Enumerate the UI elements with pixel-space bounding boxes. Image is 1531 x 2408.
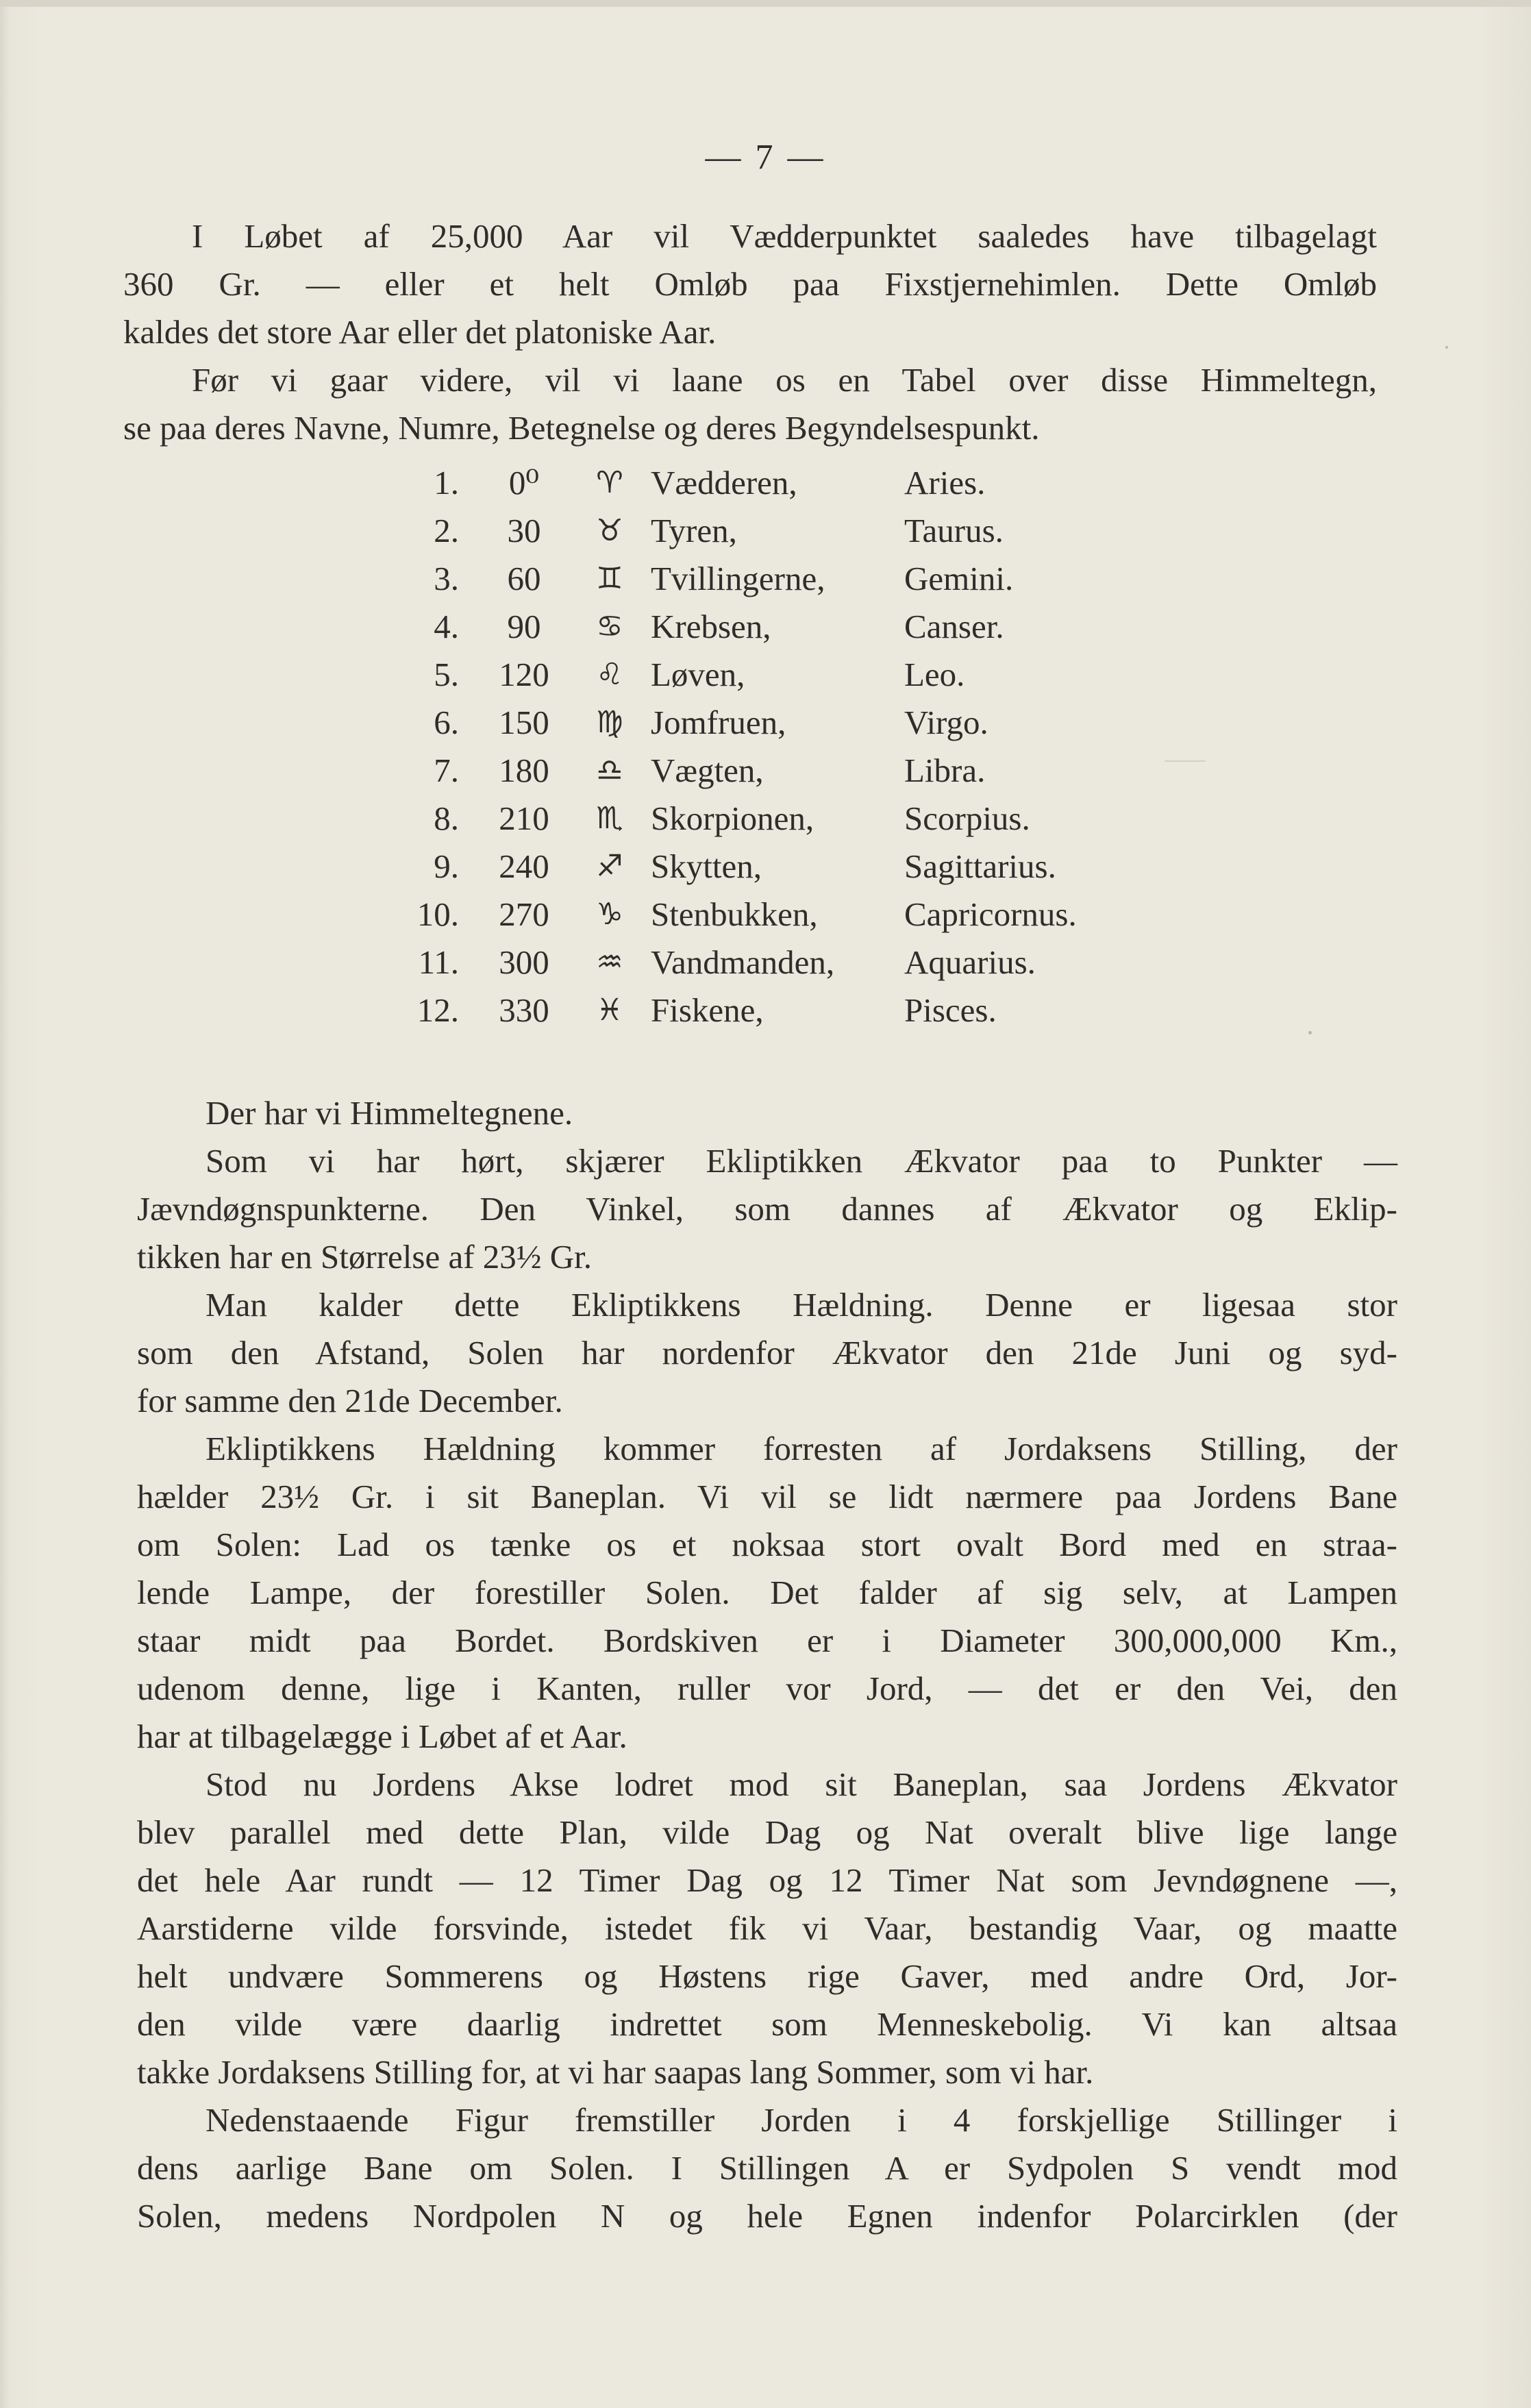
page-top-edge [0,0,1531,7]
sign-name-latin: Libra. [904,752,986,789]
sign-degree: 240 [499,847,549,885]
table-intro-paragraph [123,356,1377,452]
sign-name-norwegian: Vægten, [651,752,764,789]
zodiac-row [384,699,1123,747]
sign-number: 6. [434,704,459,741]
zodiac-symbol-icon: ♋ [596,609,623,644]
sign-number: 12. [416,991,459,1029]
page-number: — 7 — [705,138,826,177]
text-line: I Løbet af 25,000 Aar vil Vædderpunktet saaledes have tilbagelagt [192,217,1377,255]
text-line: helt undvære Sommerens og Høstens rige Gaver, med andre Ord, Jor- [137,1957,1397,1995]
text-line: har at tilbagelægge i Løbet af et Aar. [137,1717,627,1755]
sign-degree: 30 [507,512,541,549]
sign-name-latin: Gemini. [904,560,1014,597]
sign-name-latin: Virgo. [904,704,988,741]
text-line: den vilde være daarlig indrettet som Menneskebolig. Vi kan altsaa [137,2005,1397,2043]
sign-degree: 270 [499,895,549,933]
text-line: 360 Gr. — eller et helt Omløb paa Fixstjernehimlen. Dette Omløb [123,265,1377,303]
zodiac-row [384,651,1123,699]
text-line: Før vi gaar videre, vil vi laane os en Tabel over disse Himmeltegn, [192,361,1377,399]
sign-name-norwegian: Vandmanden, [651,943,835,981]
sign-name-norwegian: Skytten, [651,847,762,885]
text-line: kaldes det store Aar eller det platoniske Aar. [123,313,717,351]
body-text [137,1089,1397,2240]
zodiac-symbol-icon: ♎ [596,753,623,788]
sign-name-latin: Capricornus. [904,895,1077,933]
text-line: om Solen: Lad os tænke os et noksaa stort ovalt Bord med en straa- [137,1526,1397,1563]
sign-name-latin: Taurus. [904,512,1004,549]
zodiac-symbol-icon: ♒ [596,945,623,980]
text-line: det hele Aar rundt — 12 Timer Dag og 12 Timer Nat som Jevndøgnene —, [137,1861,1397,1899]
sign-name-norwegian: Skorpionen, [651,799,814,837]
text-line: Aarstiderne vilde forsvinde, istedet fik vi Vaar, bestandig Vaar, og maatte [137,1909,1397,1947]
zodiac-symbol-icon: ♑ [596,897,623,932]
sign-number: 2. [434,512,459,549]
zodiac-row [384,459,1123,507]
sign-name-norwegian: Stenbukken, [651,895,818,933]
sign-name-norwegian: Løven, [651,656,745,693]
text-line: Nedenstaaende Figur fremstiller Jorden i 4 forskjellige Stillinger i [206,2101,1397,2139]
sign-number: 10. [416,895,459,933]
sign-number: 3. [434,560,459,597]
zodiac-symbol-icon: ♐ [596,849,623,884]
text-line: Solen, medens Nordpolen N og hele Egnen indenfor Polarcirklen (der [137,2197,1397,2235]
zodiac-symbol-icon: ♓ [596,993,623,1028]
sign-number: 7. [434,752,459,789]
sign-name-latin: Sagittarius. [904,847,1056,885]
sign-name-norwegian: Vædderen, [651,464,797,501]
zodiac-row [384,795,1123,843]
text-line: lende Lampe, der forestiller Solen. Det falder af sig selv, at Lampen [137,1574,1397,1611]
sign-name-latin: Aries. [904,464,986,501]
zodiac-row [384,939,1123,986]
text-line: Jævndøgnspunkterne. Den Vinkel, som dannes af Ækvator og Eklip- [137,1190,1397,1228]
sign-name-norwegian: Tyren, [651,512,737,549]
sign-name-latin: Leo. [904,656,965,693]
intro-paragraph [123,212,1377,356]
sign-degree: 90 [507,608,541,645]
paper-speck [1308,1031,1312,1034]
zodiac-row [384,843,1123,891]
text-line: Stod nu Jordens Akse lodret mod sit Baneplan, saa Jordens Ækvator [206,1765,1397,1803]
zodiac-row [384,603,1123,651]
sign-degree: 300 [499,943,549,981]
sign-number: 1. [434,464,459,501]
zodiac-symbol-icon: ♌ [596,657,623,692]
sign-degree: 60 [507,560,541,597]
zodiac-symbol-icon: ♈ [596,465,623,500]
sign-degree: 330 [499,991,549,1029]
zodiac-symbol-icon: ♉ [596,513,623,548]
zodiac-row [384,986,1123,1034]
sign-name-latin: Pisces. [904,991,997,1029]
sign-number: 9. [434,847,459,885]
sign-degree: 150 [499,704,549,741]
sign-name-norwegian: Krebsen, [651,608,771,645]
zodiac-symbol-icon: ♏ [596,801,623,836]
sign-name-latin: Aquarius. [904,943,1036,981]
text-line: hælder 23½ Gr. i sit Baneplan. Vi vil se lidt nærmere paa Jordens Bane [137,1478,1397,1515]
zodiac-row [384,555,1123,603]
sign-degree: 180 [499,752,549,789]
zodiac-symbol-icon: ♊ [596,561,623,596]
text-line: staar midt paa Bordet. Bordskiven er i Diameter 300,000,000 Km., [137,1622,1397,1659]
paper-speck [1445,346,1448,349]
text-line: takke Jordaksens Stilling for, at vi har saapas lang Sommer, som vi har. [137,2053,1094,2091]
sign-number: 4. [434,608,459,645]
sign-name-norwegian: Fiskene, [651,991,764,1029]
sign-name-norwegian: Jomfruen, [651,704,786,741]
text-line: udenom denne, lige i Kanten, ruller vor Jord, — det er den Vei, den [137,1670,1397,1707]
zodiac-symbol-icon: ♍ [596,705,623,740]
sign-name-latin: Scorpius. [904,799,1030,837]
text-line: dens aarlige Bane om Solen. I Stillingen A er Sydpolen S vendt mod [137,2149,1397,2187]
sign-degree: 120 [499,656,549,693]
zodiac-table [384,459,1123,1034]
text-line: blev parallel med dette Plan, vilde Dag og Nat overalt blive lige lange [137,1813,1397,1851]
sign-number: 8. [434,799,459,837]
sign-degree: 0⁰ [508,464,540,501]
text-line: som den Afstand, Solen har nordenfor Ækvator den 21de Juni og syd- [137,1334,1397,1371]
text-line: Ekliptikkens Hældning kommer forresten af Jordaksens Stilling, der [206,1430,1397,1467]
sign-name-norwegian: Tvillingerne, [651,560,825,597]
zodiac-row [384,747,1123,795]
zodiac-row [384,891,1123,939]
text-line: Man kalder dette Ekliptikkens Hældning. Denne er ligesaa stor [206,1286,1397,1324]
sign-degree: 210 [499,799,549,837]
text-line: se paa deres Navne, Numre, Betegnelse og deres Begyndelsespunkt. [123,409,1040,447]
text-line: Som vi har hørt, skjærer Ekliptikken Ækvator paa to Punkter — [206,1142,1397,1180]
sign-number: 11. [418,943,459,981]
text-line: tikken har en Størrelse af 23½ Gr. [137,1238,593,1276]
sign-name-latin: Canser. [904,608,1004,645]
text-line: for samme den 21de December. [137,1382,563,1419]
text-line: Der har vi Himmeltegnene. [206,1094,573,1132]
zodiac-row [384,507,1123,555]
sign-number: 5. [434,656,459,693]
paper-mark [1165,760,1206,762]
